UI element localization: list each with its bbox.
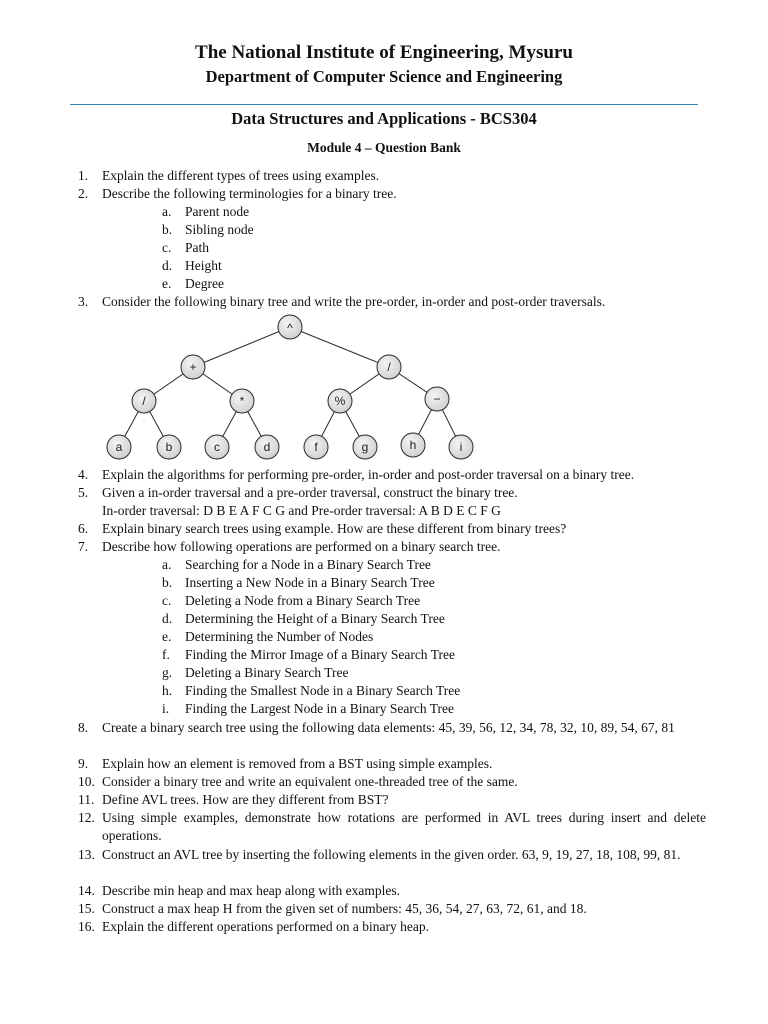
question-text: Consider the following binary tree and write the pre-order, in-order and post-order traversals. bbox=[102, 294, 606, 309]
sub-item-label: a. bbox=[162, 557, 172, 572]
binary-tree-diagram bbox=[0, 0, 768, 470]
sub-item-text: Searching for a Node in a Binary Search Tree bbox=[185, 557, 431, 572]
question-text: Construct a max heap H from the given set of numbers: 45, 36, 54, 27, 63, 72, 61, and 18. bbox=[102, 901, 587, 916]
question-number: 2. bbox=[78, 186, 89, 201]
question-number: 6. bbox=[78, 521, 89, 536]
tree-node-label: ^ bbox=[287, 321, 293, 335]
traversal-data: In-order traversal: D B E A F C G and Pre-order traversal: A B D E C F G bbox=[102, 503, 501, 518]
tree-node-label: h bbox=[409, 438, 417, 452]
question-text: Describe how following operations are performed on a binary search tree. bbox=[102, 539, 501, 554]
tree-node-label: + bbox=[189, 360, 197, 374]
tree-node-label: g bbox=[361, 440, 369, 454]
sub-item-text: Determining the Height of a Binary Search Tree bbox=[185, 611, 445, 626]
question-number: 12. bbox=[78, 810, 95, 825]
question-number: 4. bbox=[78, 467, 89, 482]
sub-item-text: Finding the Largest Node in a Binary Search Tree bbox=[185, 701, 454, 716]
tree-edge bbox=[290, 327, 389, 367]
sub-item-label: c. bbox=[162, 593, 172, 608]
sub-item-text: Height bbox=[185, 258, 222, 273]
question-text: Explain binary search trees using example. How are these different from binary trees? bbox=[102, 521, 567, 536]
sub-item-label: d. bbox=[162, 611, 173, 626]
tree-node-label: / bbox=[387, 360, 391, 374]
sub-item-label: b. bbox=[162, 575, 173, 590]
sub-item-label: i. bbox=[162, 701, 170, 716]
question-number: 7. bbox=[78, 539, 89, 554]
question-text: Describe min heap and max heap along with examples. bbox=[102, 883, 401, 898]
sub-item-text: Deleting a Binary Search Tree bbox=[185, 665, 349, 680]
question-number: 15. bbox=[78, 901, 95, 916]
question-text: Construct an AVL tree by inserting the following elements in the given order. 63, 9, 19, 27, 18, 108, 99, 81. bbox=[102, 847, 681, 862]
question-number: 9. bbox=[78, 756, 89, 771]
sub-item-label: c. bbox=[162, 240, 172, 255]
question-number: 1. bbox=[78, 168, 89, 183]
sub-item-label: e. bbox=[162, 629, 172, 644]
sub-item-text: Finding the Mirror Image of a Binary Search Tree bbox=[185, 647, 455, 662]
sub-item-text: Deleting a Node from a Binary Search Tree bbox=[185, 593, 421, 608]
sub-item-label: f. bbox=[162, 647, 170, 662]
institute-title: The National Institute of Engineering, Mysuru bbox=[195, 42, 573, 63]
tree-node-label: / bbox=[142, 394, 146, 408]
question-text: Given a in-order traversal and a pre-order traversal, construct the binary tree. bbox=[102, 485, 518, 500]
question-number: 5. bbox=[78, 485, 89, 500]
sub-item-label: h. bbox=[162, 683, 173, 698]
question-text: Define AVL trees. How are they different from BST? bbox=[102, 792, 389, 807]
sub-item-text: Degree bbox=[185, 276, 224, 291]
sub-item-text: Inserting a New Node in a Binary Search Tree bbox=[185, 575, 435, 590]
question-text: Describe the following terminologies for a binary tree. bbox=[102, 186, 397, 201]
sub-item-label: e. bbox=[162, 276, 172, 291]
question-number: 10. bbox=[78, 774, 95, 789]
question-number: 8. bbox=[78, 720, 89, 735]
sub-item-label: g. bbox=[162, 665, 173, 680]
tree-node-label: c bbox=[214, 440, 220, 454]
course-title: Data Structures and Applications - BCS304 bbox=[231, 109, 537, 128]
sub-item-text: Sibling node bbox=[185, 222, 254, 237]
question-text: Create a binary search tree using the following data elements: 45, 39, 56, 12, 34, 78, 32, 10, 89, 54, 67, 81 bbox=[102, 720, 675, 735]
question-number: 16. bbox=[78, 919, 95, 934]
sub-item-text: Determining the Number of Nodes bbox=[185, 629, 374, 644]
question-text: Consider a binary tree and write an equivalent one-threaded tree of the same. bbox=[102, 774, 518, 789]
tree-node-label: b bbox=[165, 440, 173, 454]
question-text: Explain how an element is removed from a BST using simple examples. bbox=[102, 756, 493, 771]
tree-node-label: f bbox=[314, 440, 318, 454]
tree-node-label: d bbox=[263, 440, 271, 454]
question-number: 14. bbox=[78, 883, 95, 898]
question-text: Explain the algorithms for performing pre-order, in-order and post-order traversal on a binary tree. bbox=[102, 467, 635, 482]
department-title: Department of Computer Science and Engineering bbox=[205, 67, 563, 86]
question-text: Explain the different types of trees using examples. bbox=[102, 168, 380, 183]
tree-node-label: a bbox=[115, 440, 123, 454]
sub-item-label: d. bbox=[162, 258, 173, 273]
tree-node-label: − bbox=[433, 392, 441, 406]
sub-item-label: a. bbox=[162, 204, 172, 219]
question-number: 3. bbox=[78, 294, 89, 309]
tree-node-label: i bbox=[459, 440, 463, 454]
tree-edge bbox=[193, 327, 290, 367]
sub-item-label: b. bbox=[162, 222, 173, 237]
question-number: 13. bbox=[78, 847, 95, 862]
question-text: Explain the different operations performed on a binary heap. bbox=[102, 919, 430, 934]
question-text: Using simple examples, demonstrate how rotations are performed in AVL trees during insert and delete operations. bbox=[102, 810, 706, 843]
sub-item-text: Parent node bbox=[185, 204, 250, 219]
tree-node-label: % bbox=[334, 394, 346, 408]
sub-item-text: Path bbox=[185, 240, 210, 255]
question-number: 11. bbox=[78, 792, 95, 807]
sub-item-text: Finding the Smallest Node in a Binary Search Tree bbox=[185, 683, 461, 698]
tree-node-label: * bbox=[239, 394, 245, 408]
module-title: Module 4 – Question Bank bbox=[307, 140, 461, 155]
